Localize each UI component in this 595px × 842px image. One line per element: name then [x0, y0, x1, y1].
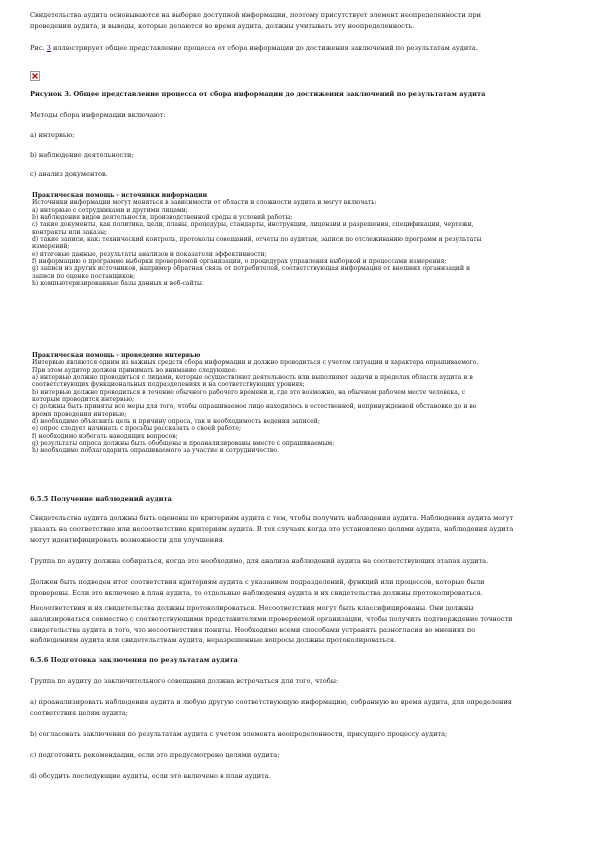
section-6-5-6-heading: 6.5.6 Подготовка заключения по результатам аудита — [30, 656, 238, 664]
paragraph-line: Свидетельства аудита должны быть оценены по критериям аудита с тем, чтобы получить наблюдения аудита. Наблюдения аудита могут — [30, 514, 514, 522]
broken-image-icon — [30, 71, 40, 81]
practical-help-line: При этом аудитор должен принимать во внимание следующее: — [32, 366, 237, 374]
practical-help-line: которым проводится интервью; — [32, 396, 135, 404]
section-6-5-5-paragraph-4 — [30, 603, 564, 646]
practical-help-line: измерений; — [32, 243, 70, 251]
practical-help-line: c) должны быть приняты все меры для того, чтобы опрашиваемое лицо находилось в естественной, непринужденной обстановке до и во — [32, 403, 477, 411]
practical-help-sources-block — [32, 192, 568, 287]
paragraph-line: могут идентифицировать возможности для улучшения. — [30, 535, 225, 544]
intro-paragraph — [30, 10, 564, 32]
practical-help-line: h) необходимо поблагодарить опрашиваемого за участие и сотрудничество. — [32, 447, 279, 455]
practical-help-line: g) результаты опроса должны быть обобщены и проанализированы вместе с опрашиваемым; — [32, 440, 335, 448]
paragraph-line: указать на соответствие или несоответствие критериям аудита. В тех случаях когда это установлено целями аудита, наблюдения аудита — [30, 524, 514, 533]
figure-reference-paragraph — [30, 43, 564, 54]
figure-reference-text: иллюстрирует общее представление процесса от сбора информации до достижения заключений по результатам аудита. — [50, 44, 478, 52]
practical-help-line: время проведения интервью; — [32, 410, 127, 418]
figure-caption: Рисунок 3. Общее представление процесса от сбора информации до достижения заключений по результатам аудита — [30, 90, 486, 98]
paragraph-line: a) проанализировать наблюдения аудита и любую другую соответствующую информацию, собранную во время аудита, для определения — [30, 698, 512, 706]
methods-item-c: c) анализ документов. — [30, 170, 108, 178]
practical-help-line: f) информацию о программе выборки проверяемой организации, о процедурах управления выборкой и процессами измерения; — [32, 258, 447, 266]
methods-item-a: a) интервью; — [30, 131, 75, 139]
figure-3-link[interactable]: 3 — [46, 44, 51, 52]
paragraph-line: соответствия целям аудита; — [30, 708, 129, 717]
section-6-5-6-item-c: c) подготовить рекомендации, если это предусмотрено целями аудита; — [30, 751, 280, 759]
practical-help-line: b) наблюдения видов деятельности, производственной среды и условий работы; — [32, 214, 293, 222]
practical-help-line: e) итоговые данные, результаты анализов и показатели эффективности; — [32, 250, 267, 258]
section-6-5-5-heading: 6.5.5 Получение наблюдений аудита — [30, 495, 172, 503]
practical-help-line: c) такие документы, как политика, цели, планы, процедуры, стандарты, инструкции, лицензии и разрешения, спецификации, чертежи, — [32, 221, 474, 229]
practical-help-sources-title: Практическая помощь - источники информации — [32, 192, 208, 199]
practical-help-line: a) интервью с сотрудниками и другими лицами; — [32, 206, 188, 214]
practical-help-line: d) такие записи, как: технический контроль, протоколы совещаний, отчеты по аудитам, записи по отслеживанию программ и результаты — [32, 236, 482, 244]
practical-help-line: e) опрос следует начинать с просьбы рассказать о своей работе; — [32, 425, 241, 433]
practical-help-line: g) записи из других источников, например обратная связь от потребителей, соответствующая информация от внешних организаций и — [32, 265, 471, 273]
red-x-icon — [32, 73, 38, 79]
section-6-5-5-paragraph-3 — [30, 577, 564, 599]
practical-help-line: записи по оценке поставщиков; — [32, 272, 136, 280]
practical-help-line: b) интервью должно проводиться в течение обычного рабочего времени и, где это возможно, на обычном рабочем месте человека, с — [32, 388, 466, 396]
practical-help-line: d) необходимо объяснить цель и причину опроса, так и необходимость ведения записей; — [32, 418, 320, 426]
paragraph-line: Несоответствия и их свидетельства должны протоколироваться. Несоответствия могут быть классифицированы. Они должны — [30, 604, 474, 612]
practical-help-line: f) необходимо избегать наводящих вопросов; — [32, 432, 178, 440]
section-6-5-5-paragraph-2: Группа по аудиту должна собираться, когда это необходимо, для анализа наблюдений аудита на соответствующих этапах аудита. — [30, 557, 489, 565]
practical-help-line: соответствующих функциональных подразделениях и на соответствующих уровнях; — [32, 381, 305, 389]
paragraph-line: анализироваться совместно с соответствующими представителями проверяемой организации, чтобы получить подтверждение точности — [30, 614, 513, 623]
paragraph-line: проверены. Если это включено в план аудита, то отдельные наблюдения аудита и их свидетельства должны протоколироваться. — [30, 588, 483, 597]
paragraph-line: Должен быть подведен итог соответствия критериям аудита с указанием подразделений, функций или процессов, которые были — [30, 578, 485, 586]
section-6-5-6-intro: Группа по аудиту до заключительного совещания должна встречаться для того, чтобы: — [30, 677, 339, 685]
intro-line: проведении аудита, и выводы, которые делаются во время аудита, должны учитывать эту неопределенность. — [30, 21, 415, 30]
practical-help-interview-block — [32, 352, 568, 455]
practical-help-line: контракты или заказы; — [32, 228, 107, 236]
practical-help-line: h) компьютеризированные базы данных и веб-сайты. — [32, 280, 204, 288]
intro-line: Свидетельства аудита основываются на выборке доступной информации, поэтому присутствует элемент неопределенности при — [30, 11, 481, 19]
section-6-5-6-item-a — [30, 697, 564, 719]
section-6-5-6-item-b: b) согласовать заключения по результатам аудита с учетом элемента неопределенности, присущего процессу аудита; — [30, 730, 448, 738]
practical-help-line: a) интервью должно проводиться с лицами, которые осуществляют деятельность или выполняют задачи в пределах области аудита и в — [32, 374, 473, 382]
section-6-5-5-paragraph-1 — [30, 513, 564, 545]
methods-intro: Методы сбора информации включают: — [30, 111, 166, 119]
figure-reference-prefix: Рис. — [30, 44, 45, 52]
paragraph-line: свидетельства аудита и того, что несоответствия поняты. Необходимо всеми способами устранять разногласия во мнениях по — [30, 625, 476, 634]
section-6-5-6-item-d: d) обсудить последующие аудиты, если это включено в план аудита. — [30, 772, 271, 780]
methods-item-b: b) наблюдение деятельности; — [30, 151, 134, 159]
practical-help-interview-title: Практическая помощь - проведение интервью — [32, 352, 201, 359]
paragraph-line: наблюдениям аудита или свидетельствам аудита, неразрешенные вопросы должны протоколироваться. — [30, 636, 397, 645]
practical-help-line: Интервью являются одним из важных средств сбора информации и должно проводиться с учетом ситуации и характера опрашиваемого. — [32, 359, 479, 367]
practical-help-line: Источники информации могут меняться в зависимости от области и сложности аудита и могут включать: — [32, 199, 377, 207]
